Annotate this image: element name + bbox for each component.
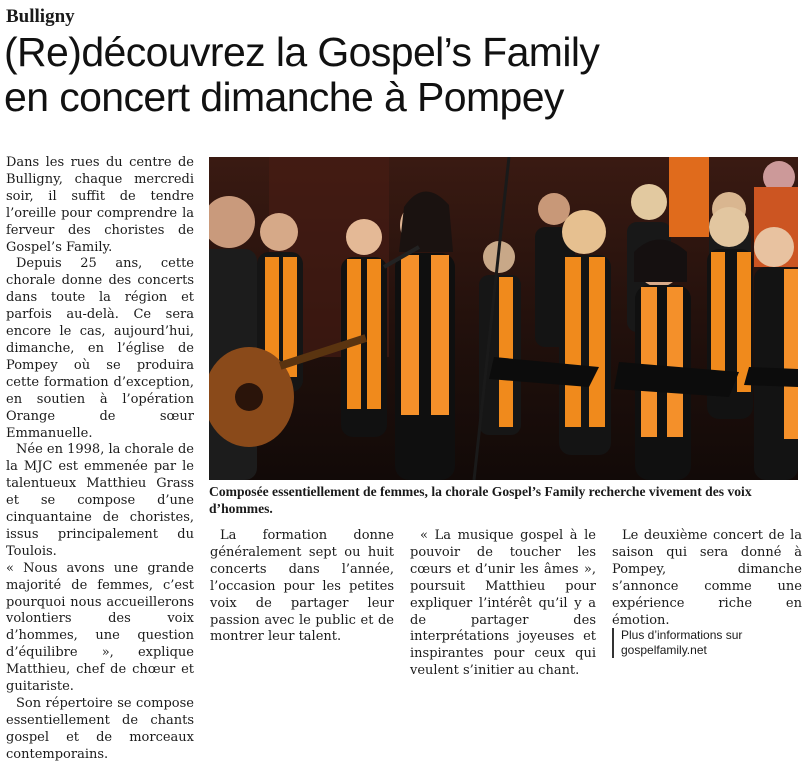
article-column-4 [612,528,802,629]
info-box: Plus d’informations sur gospelfamily.net [612,628,807,658]
paragraph-7: « La musique gospel à le pouvoir de toucher les cœurs et d’unir les âmes », poursuit Matthieu pour expliquer l’intérêt qu’il y a de partager des interprétations joyeuses et inspirantes pour ceux qui veulent s’initier au chant. [410,528,596,679]
article-column-1 [6,155,194,764]
paragraph-1: Dans les rues du centre de Bulligny, chaque mercredi soir, il suffit de tendre l’oreille pour comprendre la ferveur des choristes de Gospel’s Family. [6,155,194,255]
paragraph-3: Née en 1998, la chorale de la MJC est emmenée par le talentueux Matthieu Grass et se compose d’une cinquantaine de choristes, issus principalement du Toulois. [6,442,194,559]
paragraph-6: La formation donne généralement sept ou huit concerts dans l’année, l’occasion pour les petites voix de partager leur passion avec le public et de montrer leur talent. [210,528,394,645]
paragraph-8: Le deuxième concert de la saison qui sera donné à Pompey, dimanche s’annonce comme une expérience riche en émotion. [612,528,802,628]
headline-line-1: (Re)découvrez la Gospel’s Family [4,29,600,75]
headline [4,30,804,120]
paragraph-2: Depuis 25 ans, cette chorale donne des concerts dans toute la région et parfois au-delà. Ce sera encore le cas, aujourd’hui, dimanche, en l’église de Pompey où se produira cette formation d’exception, en soutien à l’opération Orange de sœur Emmanuelle. [6,256,194,441]
kicker: Bulligny [6,6,75,27]
photo-caption: Composée essentiellement de femmes, la chorale Gospel’s Family recherche vivement des voix d’hommes. [209,484,752,516]
choir-photo [209,157,798,480]
paragraph-4: « Nous avons une grande majorité de femmes, c’est pourquoi nous accueillerons volontiers des voix d’hommes, une question d’équilibre », explique Matthieu, chef de chœur et guitariste. [6,560,194,695]
choir-photo-illustration [209,157,798,480]
article-column-2 [210,528,394,646]
article-column-3 [410,528,596,680]
paragraph-5: Son répertoire se compose essentiellement de chants gospel et de morceaux contemporains. [6,696,194,762]
headline-line-2: en concert dimanche à Pompey [4,74,564,120]
